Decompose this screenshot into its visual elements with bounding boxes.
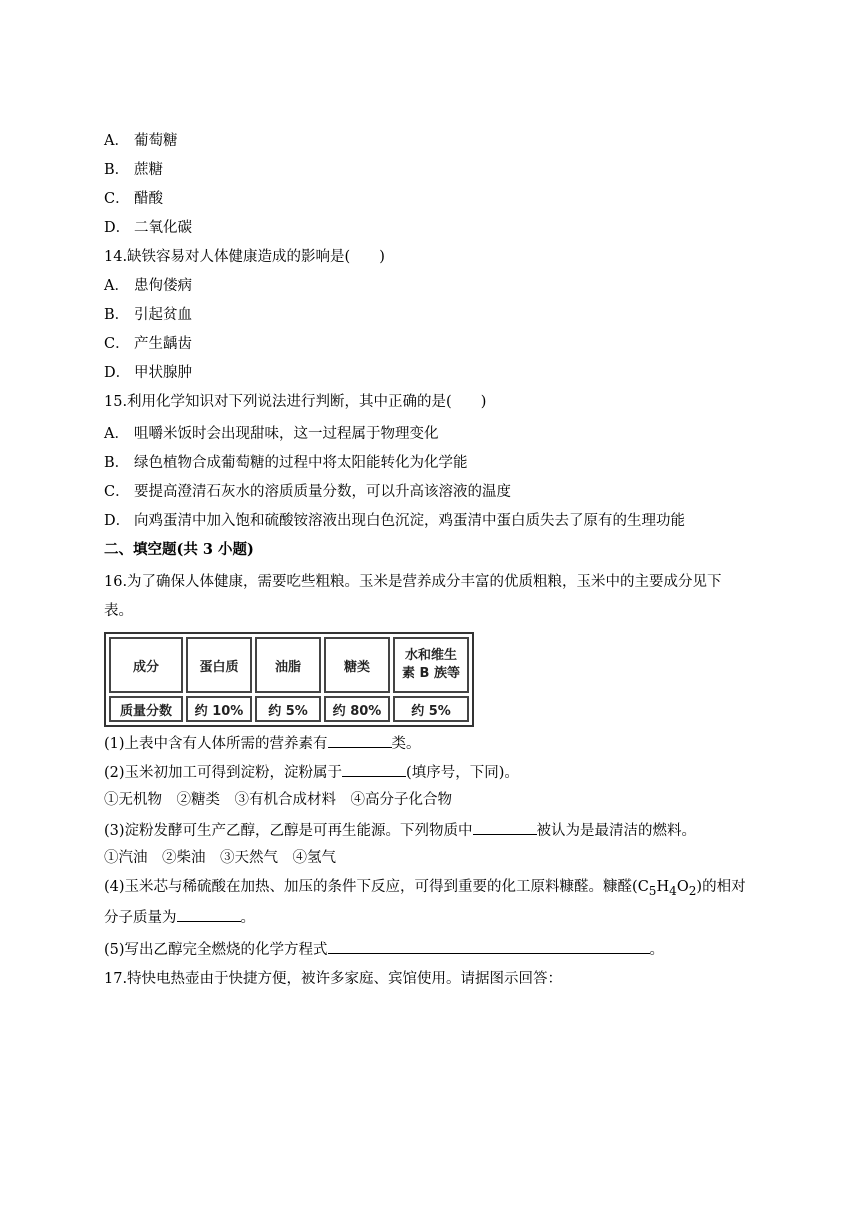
table-cell: 油脂 bbox=[255, 637, 321, 693]
section-heading: 二、填空题(共 3 小题) bbox=[104, 541, 254, 558]
q16-part1: (1)上表中含有人体所需的营养素有 类。 bbox=[104, 732, 421, 754]
table-cell: 约 10% bbox=[186, 696, 252, 722]
q15-option-b: B． 绿色植物合成葡萄糖的过程中将太阳能转化为化学能 bbox=[104, 455, 468, 471]
q16-part3: (3)淀粉发酵可生产乙醇，乙醇是可再生能源。下列物质中 被认为是最清洁的燃料。 bbox=[104, 819, 696, 841]
q17-stem: 17.特快电热壶由于快捷方便，被许多家庭、宾馆使用。请据图示回答： bbox=[104, 971, 563, 987]
table-row bbox=[109, 696, 469, 722]
table-cell: 约 5% bbox=[393, 696, 469, 722]
q15-option-d: D． 向鸡蛋清中加入饱和硫酸铵溶液出现白色沉淀，鸡蛋清中蛋白质失去了原有的生理功能 bbox=[104, 513, 685, 529]
table-cell: 约 5% bbox=[255, 696, 321, 722]
q16-part2-choices: ①无机物 ②糖类 ③有机合成材料 ④高分子化合物 bbox=[104, 792, 452, 808]
table-header-row bbox=[109, 637, 469, 693]
q13-option-a: A． 葡萄糖 bbox=[104, 133, 178, 149]
q13-option-b: B． 蔗糖 bbox=[104, 162, 163, 178]
table-cell: 水和维生素 B 族等 bbox=[393, 637, 469, 693]
table-cell: 蛋白质 bbox=[186, 637, 252, 693]
q16-part2: (2)玉米初加工可得到淀粉，淀粉属于 (填序号，下同)。 bbox=[104, 761, 519, 783]
q16-part4-line1: (4)玉米芯与稀硫酸在加热、加压的条件下反应，可得到重要的化工原料糠醛。糠醛$(C_5H_4O_2)$的相对 bbox=[104, 879, 746, 898]
q16-part3-choices: ①汽油 ②柴油 ③天然气 ④氢气 bbox=[104, 850, 336, 866]
answer-blank[interactable] bbox=[342, 761, 406, 777]
q14-option-b: B． 引起贫血 bbox=[104, 307, 192, 323]
q15-option-c: C． 要提高澄清石灰水的溶质质量分数，可以升高该溶液的温度 bbox=[104, 484, 511, 500]
q16-part4-line2: 分子质量为 。 bbox=[104, 906, 255, 928]
q14-option-c: C． 产生龋齿 bbox=[104, 336, 192, 352]
table-cell: 质量分数 bbox=[109, 696, 183, 722]
answer-blank[interactable] bbox=[473, 819, 537, 835]
answer-blank[interactable] bbox=[328, 938, 650, 954]
q16-stem-line2: 表。 bbox=[104, 603, 133, 619]
q13-option-c: C． 醋酸 bbox=[104, 191, 163, 207]
answer-blank[interactable] bbox=[177, 906, 241, 922]
table-cell: 成分 bbox=[109, 637, 183, 693]
q15-option-a: A． 咀嚼米饭时会出现甜味，这一过程属于物理变化 bbox=[104, 426, 439, 442]
q14-option-a: A． 患佝偻病 bbox=[104, 278, 192, 294]
table-cell: 糖类 bbox=[324, 637, 390, 693]
q16-part5: (5)写出乙醇完全燃烧的化学方程式 。 bbox=[104, 938, 664, 960]
q16-stem-line1: 16.为了确保人体健康，需要吃些粗粮。玉米是营养成分丰富的优质粗粮，玉米中的主要成分见下 bbox=[104, 574, 722, 590]
q14-stem: 14.缺铁容易对人体健康造成的影响是( ) bbox=[104, 249, 385, 265]
q13-option-d: D． 二氧化碳 bbox=[104, 220, 192, 236]
composition-table bbox=[104, 632, 474, 727]
q14-option-d: D． 甲状腺肿 bbox=[104, 365, 192, 381]
q15-stem: 15.利用化学知识对下列说法进行判断，其中正确的是( ) bbox=[104, 394, 487, 410]
answer-blank[interactable] bbox=[328, 732, 392, 748]
table-cell: 约 80% bbox=[324, 696, 390, 722]
